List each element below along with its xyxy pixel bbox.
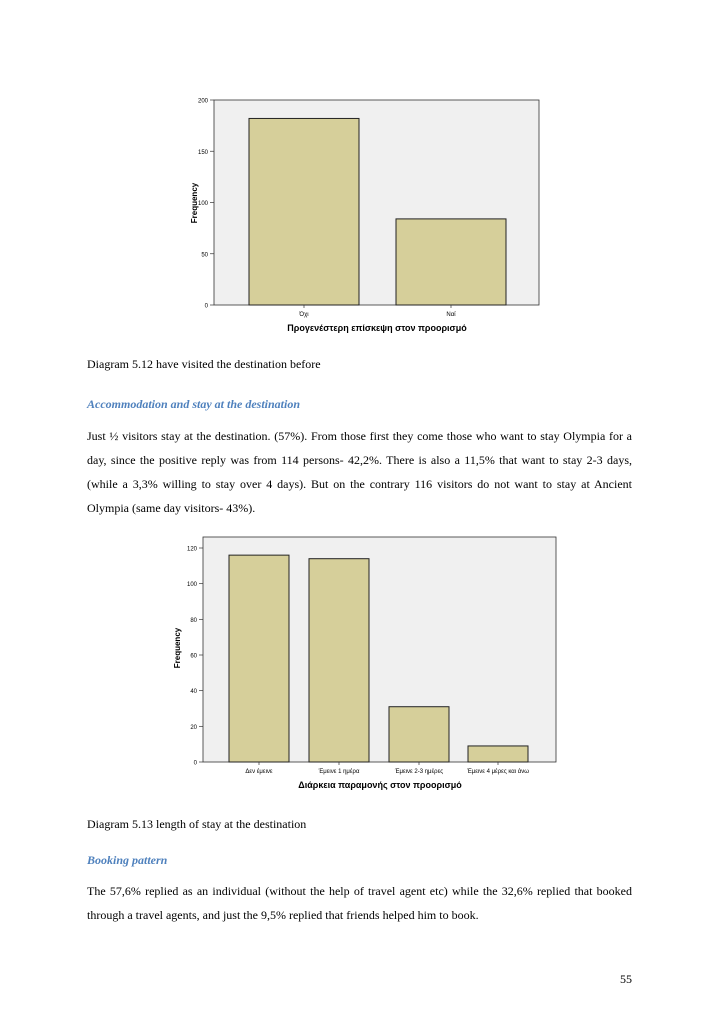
bar-1 — [229, 555, 289, 762]
y-tick-label: 100 — [186, 582, 197, 589]
caption-diagram-5-13: Diagram 5.13 length of stay at the destination — [87, 817, 307, 831]
y-tick-label: 60 — [190, 653, 197, 660]
y-tick-label: 0 — [193, 760, 197, 767]
y-axis-label: Frequency — [190, 182, 199, 224]
section-heading-accommodation: Accommodation and stay at the destination — [87, 397, 301, 411]
y-tick-label: 100 — [197, 201, 208, 207]
x-tick-label: Έμεινε 2-3 ημέρες — [394, 769, 444, 775]
y-tick-label: 150 — [197, 149, 208, 156]
bar-2 — [309, 559, 369, 762]
y-tick-label: 120 — [186, 546, 197, 553]
y-tick-label: 80 — [190, 617, 197, 624]
y-tick-label: 50 — [201, 252, 208, 259]
section-heading-booking: Booking pattern — [87, 853, 168, 867]
page-number: 55 — [620, 972, 632, 986]
bar-3 — [389, 707, 449, 762]
paragraph-accommodation: Just ½ visitors stay at the destination. (57%). From those first they come those who want to stay Olympia for a day, since the positive reply was from 114 persons- 42,2%. There is also a 11,5% that want to stay 2-3 days, (while a 3,3% willing to stay over 4 days). But on the contrary 116 visitors do not want to stay at Ancient Olympia (same day visitors- 43%). — [87, 429, 632, 515]
x-tick-label: Όχι — [299, 312, 309, 318]
y-tick-label: 200 — [197, 98, 208, 105]
paragraph-booking: The 57,6% replied as an individual (without the help of travel agent etc) while the 32,6% replied that booked through a travel agents, and just the 9,5% replied that friends helped him to book. — [87, 884, 632, 922]
x-tick-label: Ναί — [446, 312, 456, 318]
bar-4 — [468, 746, 528, 762]
y-tick-label: 0 — [204, 303, 208, 310]
y-tick-label: 20 — [190, 724, 197, 731]
x-tick-label: Έμεινε 4 μέρες και άνω — [467, 769, 529, 775]
y-tick-label: 40 — [190, 689, 197, 696]
x-tick-label: Έμεινε 1 ημέρα — [318, 769, 360, 775]
x-tick-label: Δεν έμεινε — [245, 769, 273, 775]
x-axis-label: Προγενέστερη επίσκεψη στον προορισμό — [287, 323, 467, 333]
y-axis-label: Frequency — [173, 627, 182, 669]
caption-diagram-5-12: Diagram 5.12 have visited the destination before — [87, 357, 321, 371]
x-axis-label: Διάρκεια παραμονής στον προορισμό — [298, 780, 462, 790]
